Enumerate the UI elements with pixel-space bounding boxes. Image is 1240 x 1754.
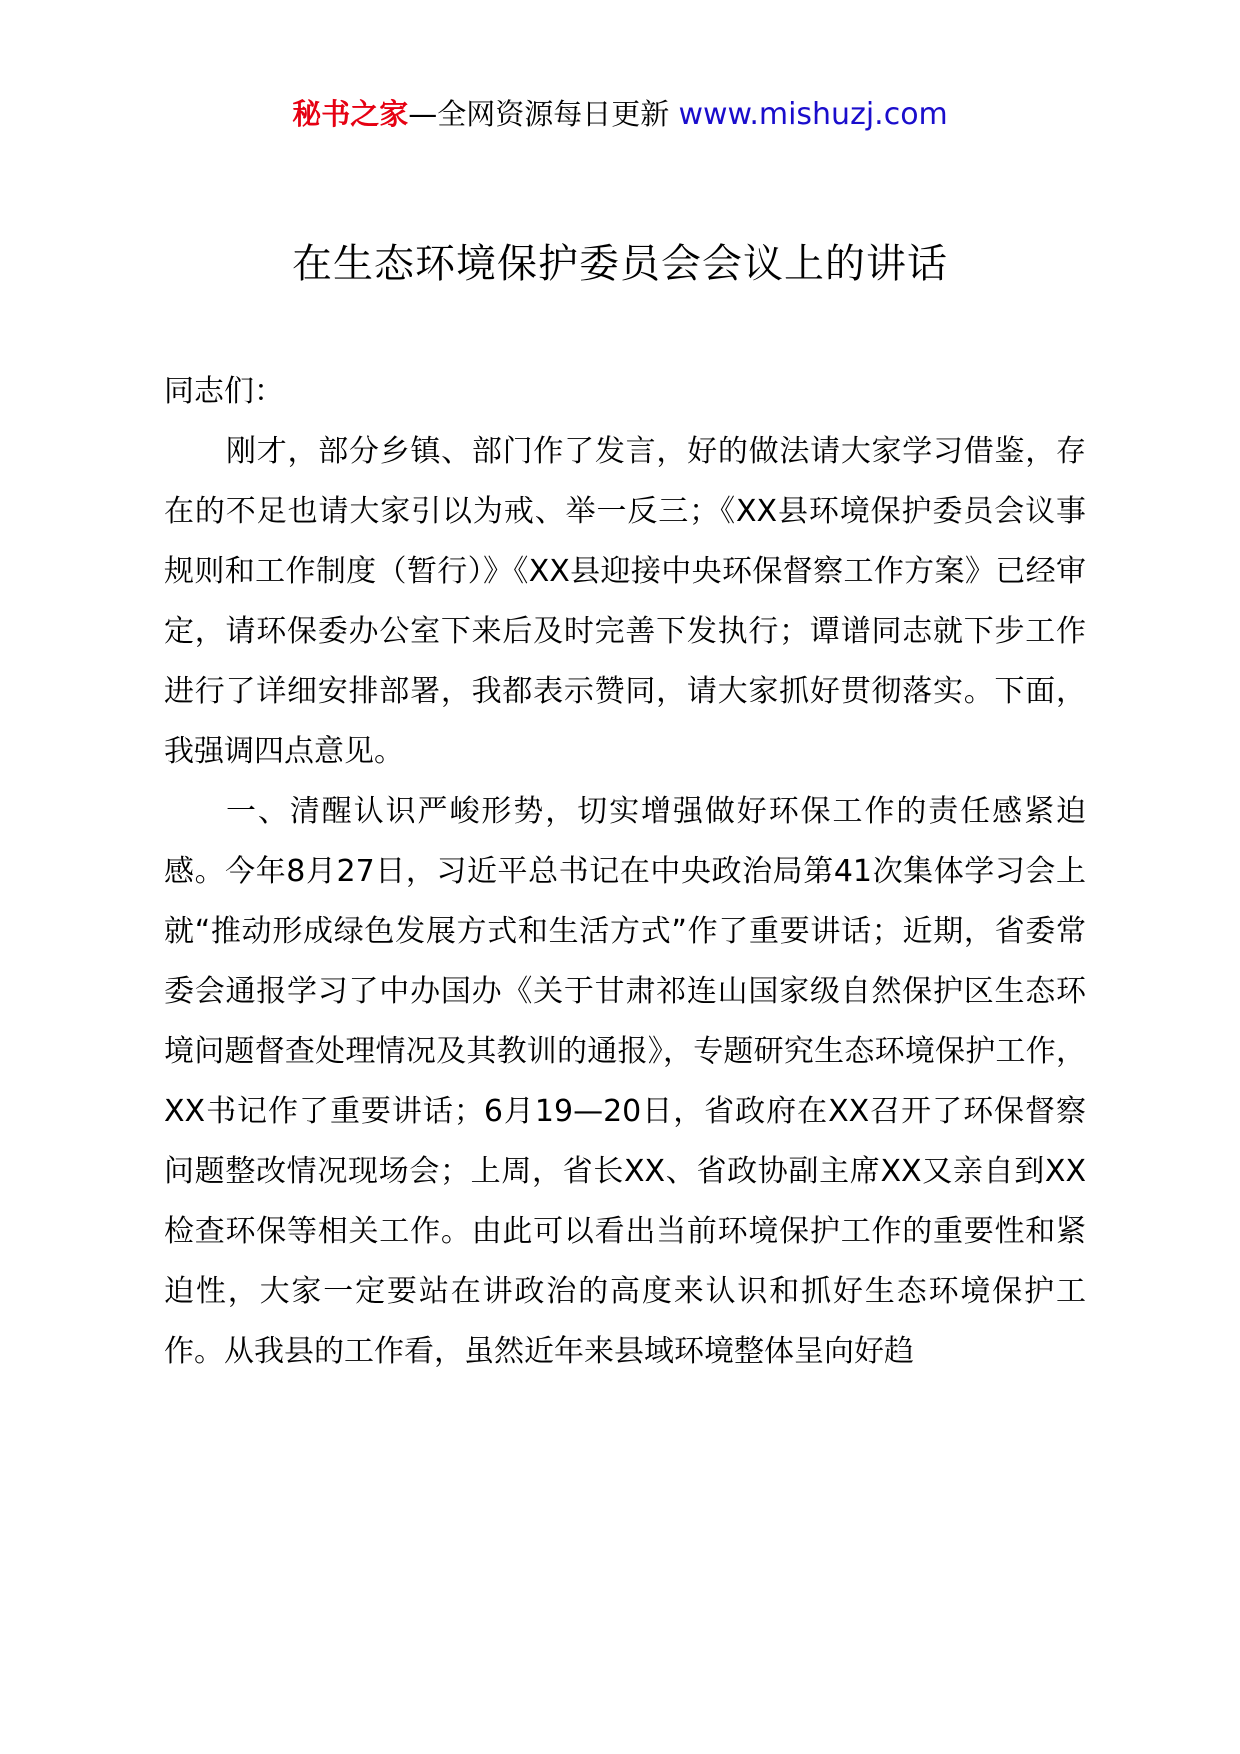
site-url-link[interactable]: www.mishuzj.com [678,97,948,132]
body-paragraph: 一、清醒认识严峻形势，切实增强做好环保工作的责任感紧迫感。今年8月27日，习近平总书记在中央政治局第41次集体学习会上就“推动形成绿色发展方式和生活方式”作了重要讲话；近期，省委常委会通报学习了中办国办《关于甘肃祁连山国家级自然保护区生态环境问题督查处理情况及其教训的通报》，专题研究生态环境保护工作，XX书记作了重要讲话；6月19—20日，省政府在XX召开了环保督察问题整改情况现场会；上周，省长XX、省政协副主席XX又亲自到XX检查环保等相关工作。由此可以看出当前环境保护工作的重要性和紧迫性，大家一定要站在讲政治的高度来认识和抓好生态环境保护工作。从我县的工作看，虽然近年来县域环境整体呈向好趋 [164,794,1086,1369]
document-body [164,362,1086,1382]
salutation: 同志们： [164,374,284,409]
site-brand: 秘书之家 [292,97,409,131]
site-tagline: —全网资源每日更新 [408,97,679,131]
site-header [0,94,1240,135]
body-paragraph: 刚才，部分乡镇、部门作了发言，好的做法请大家学习借鉴，存在的不足也请大家引以为戒、举一反三；《XX县环境保护委员会议事规则和工作制度（暂行）》《XX县迎接中央环保督察工作方案》已经审定，请环保委办公室下来后及时完善下发执行；谭谱同志就下步工作进行了详细安排部署，我都表示赞同，请大家抓好贯彻落实。下面，我强调四点意见。 [164,434,1086,769]
document-title: 在生态环境保护委员会会议上的讲话 [292,241,948,287]
